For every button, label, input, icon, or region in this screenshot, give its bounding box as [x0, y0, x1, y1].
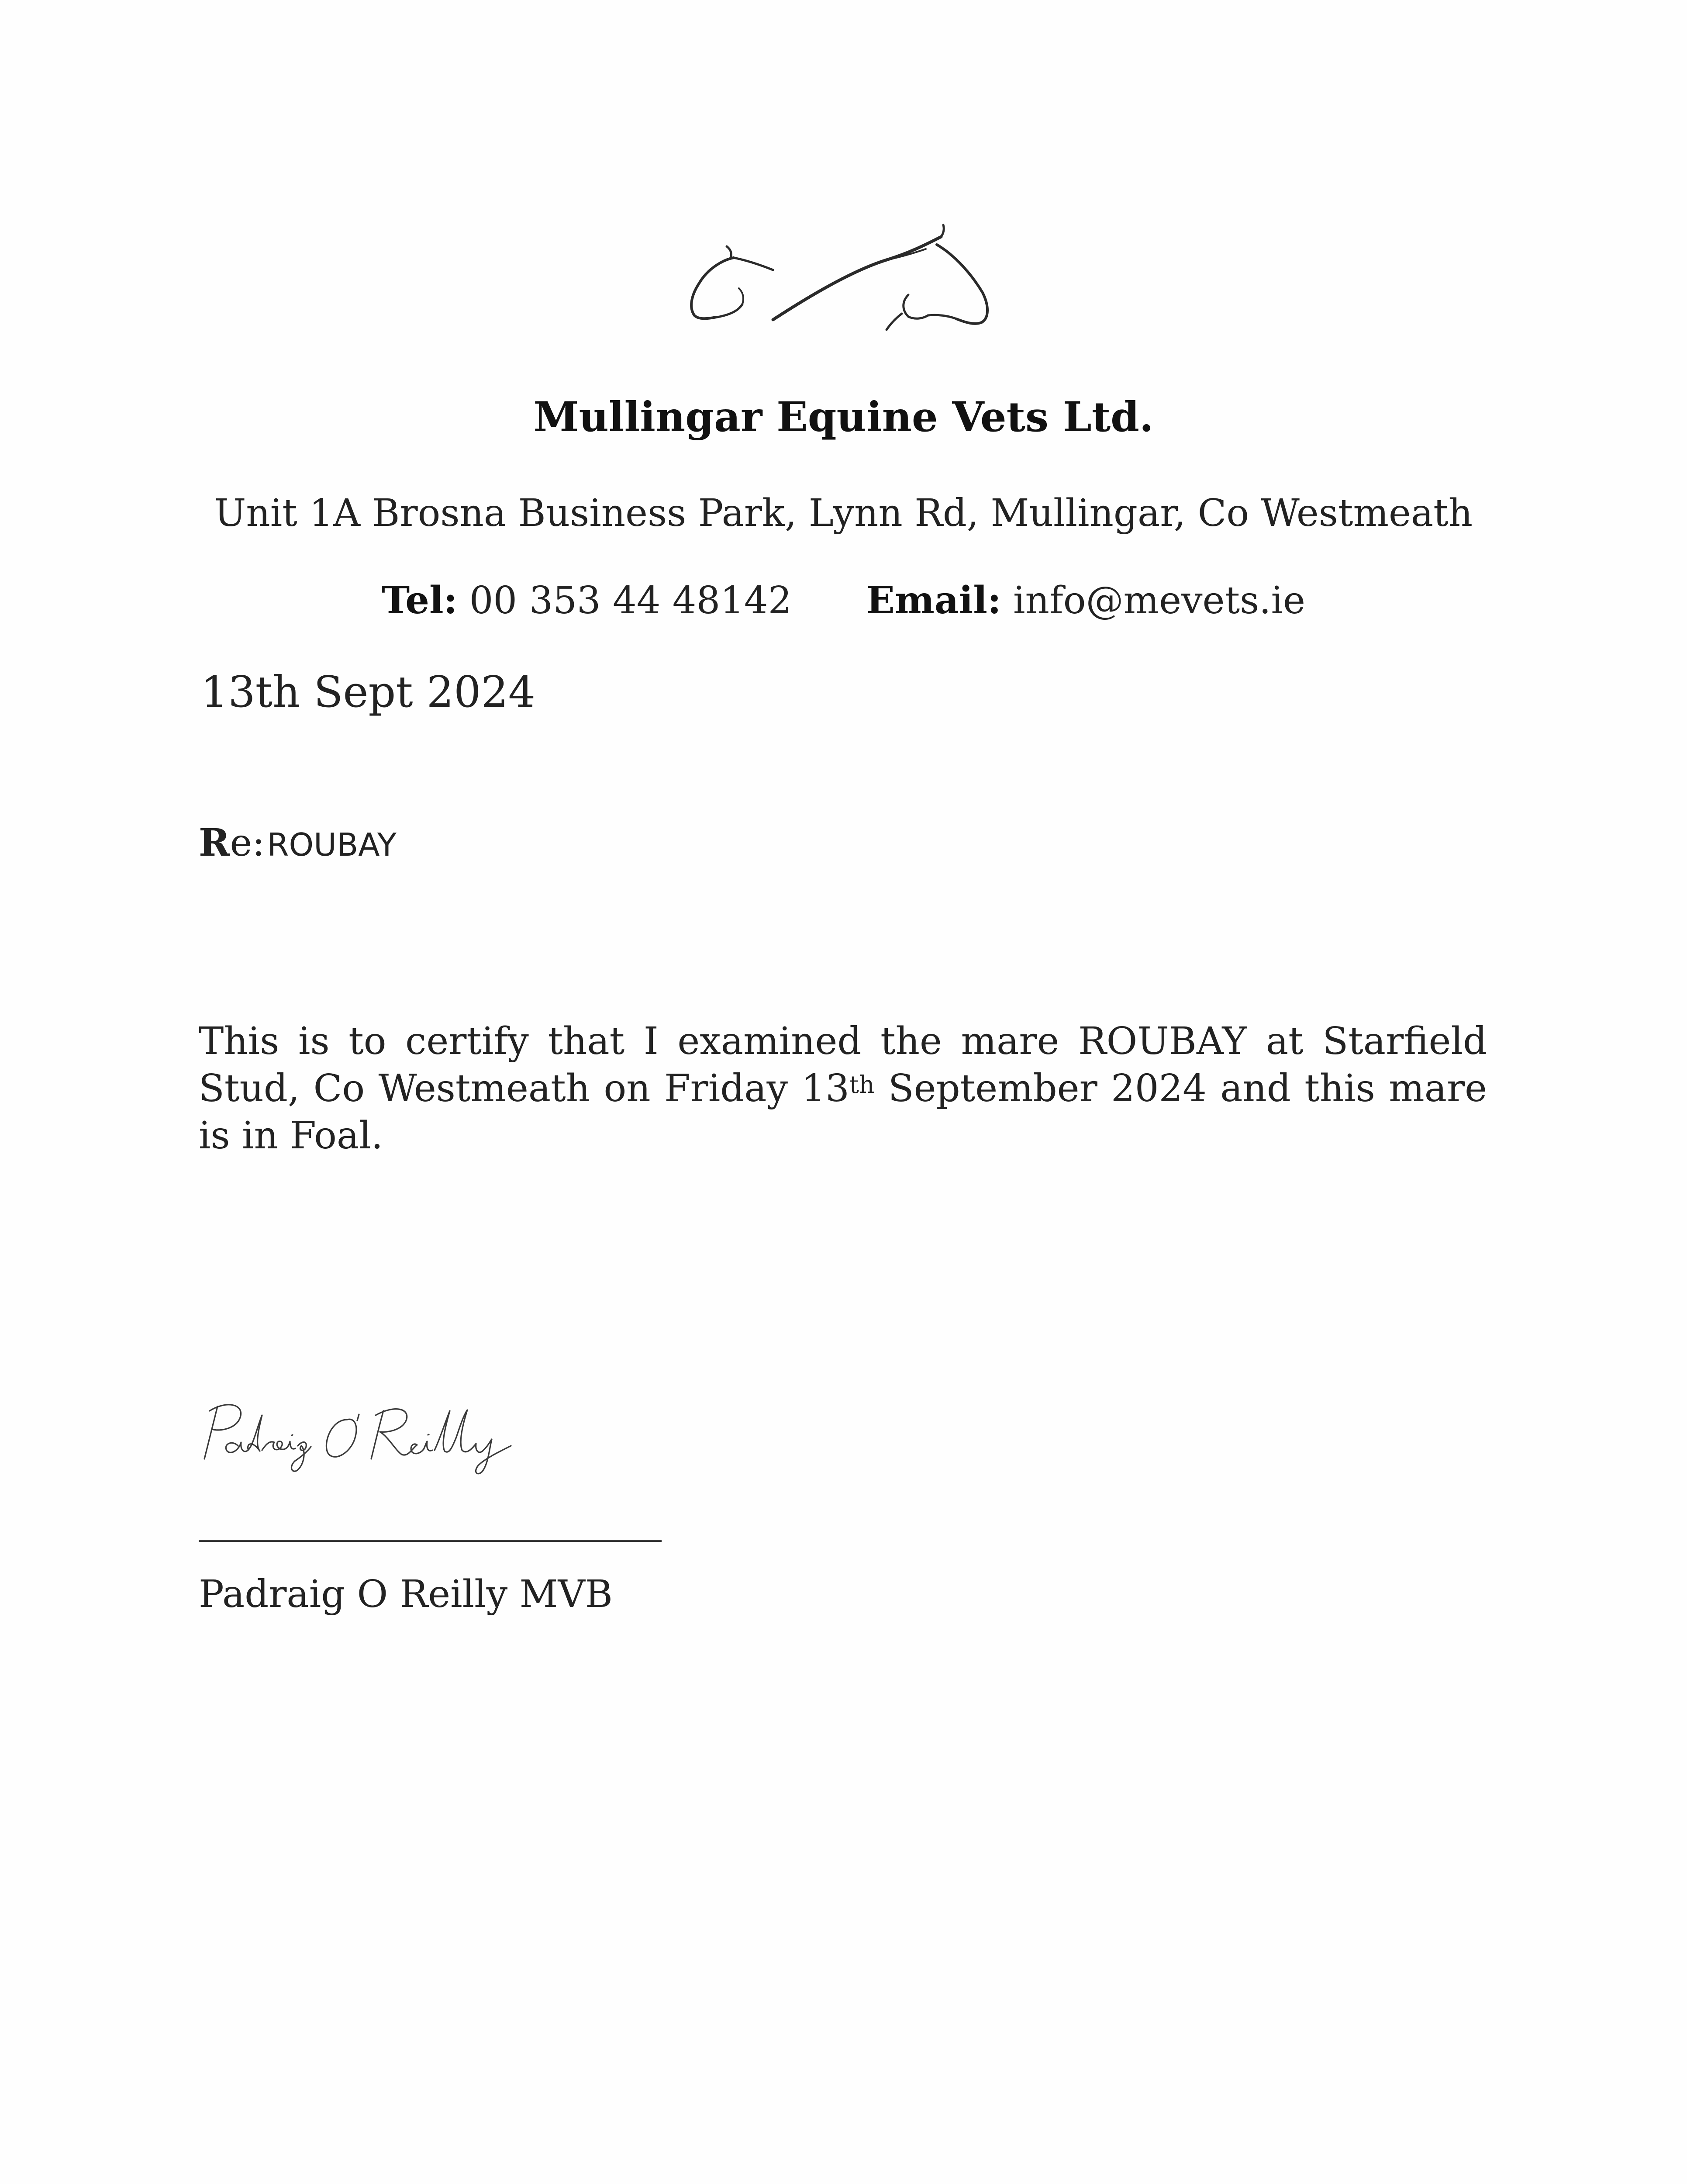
body-part-2: September 2024 and this mare is in Foal. — [199, 1067, 1487, 1158]
signature-line — [199, 1540, 662, 1542]
tel-value: 00 353 44 48142 — [469, 579, 792, 622]
body-part-1: This is to certify that I examined the mare ROUBAY at Starfield Stud, Co Westmeath on Friday 13 — [199, 1019, 1487, 1110]
re-value: ROUBAY — [267, 826, 397, 863]
handwritten-signature — [197, 1393, 555, 1476]
email-label: Email: — [866, 578, 1001, 622]
signatory-name: Padraig O Reilly MVB — [199, 1572, 613, 1616]
re-label — [199, 821, 265, 865]
re-label-initial: R — [199, 821, 230, 865]
contact-line — [0, 574, 1687, 627]
company-address: Unit 1A Brosna Business Park, Lynn Rd, Mullingar, Co Westmeath — [214, 491, 1473, 535]
re-line — [199, 817, 397, 880]
certification-paragraph — [199, 1018, 1487, 1159]
body-superscript: th — [849, 1070, 875, 1099]
tel-label: Tel: — [382, 578, 458, 622]
company-name: Mullingar Equine Vets Ltd. — [533, 393, 1154, 441]
horse-heads-logo-icon — [681, 218, 996, 349]
letter-date: 13th Sept 2024 — [201, 667, 536, 717]
re-label-rest: e: — [230, 821, 265, 865]
email-value: info@mevets.ie — [1013, 579, 1305, 622]
